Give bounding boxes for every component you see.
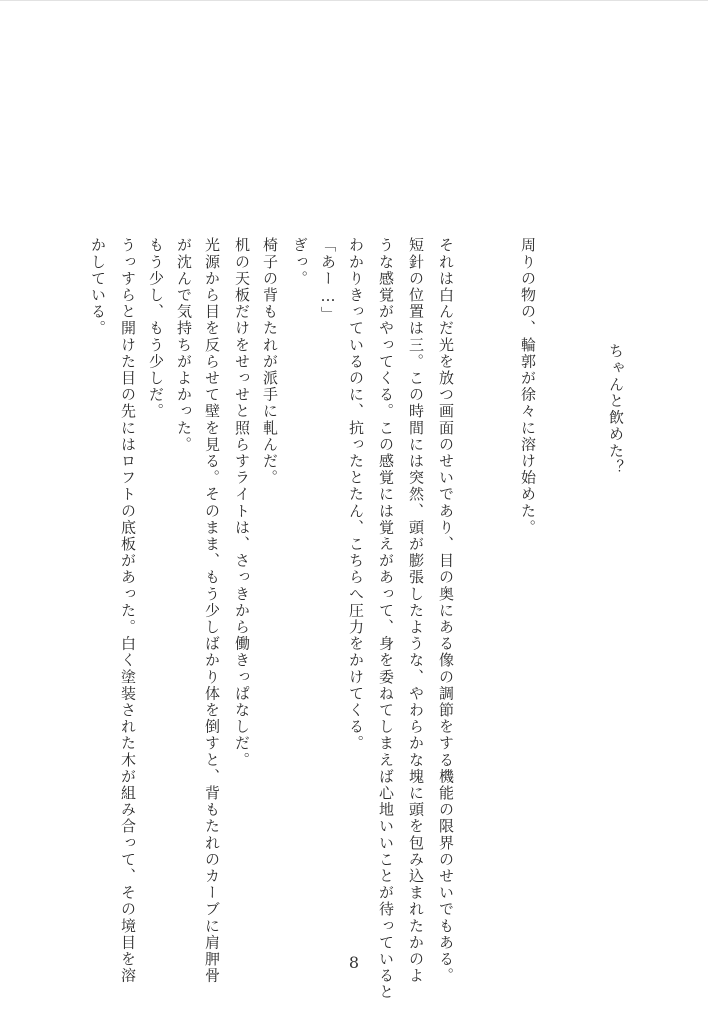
text-line: 「あー…」 [319,237,337,323]
text-line: うっすらと開けた目の先にはロフトの底板があった。白く塗装された木が組み合って、その境目を溶 [119,237,137,984]
text-line: わかりきっているのに、抗ったとたん、こちらへ圧力をかけてくる。 [347,237,365,752]
text-line: もう少し、もう少しだ。 [147,237,165,420]
text-line: ぎっ。 [291,237,309,287]
page-number: 8 [348,953,360,972]
text-line: 光源から目を反らせて壁を見る。そのまま、もう少しばかり体を倒すと、背もたれのカーブに肩胛骨 [203,237,221,984]
text-line: 短針の位置は三。この時間には突然、頭が膨張したような、やわらかな塊に頭を包み込まれたかのよ [407,237,425,984]
text-line: それは白んだ光を放つ画面のせいであり、目の奥にある像の調節をする機能の限界のせいでもある。 [437,237,455,984]
text-line: ちゃんと飲めた？ [607,343,625,476]
text-line: 椅子の背もたれが派手に軋んだ。 [261,237,279,486]
text-line: 机の天板だけをせっせと照らすライトは、さっきから働きっぱなしだ。 [233,237,251,769]
text-line: 周りの物の、輪郭が徐々に溶け始めた。 [519,237,537,536]
text-line: が沈んで気持ちがよかった。 [175,237,193,453]
text-line: うな感覚がやってくる。この感覚には覚えがあって、身を委ねてしまえば心地いいことが待っていると [377,237,395,1001]
text-line: かしている。 [89,237,107,337]
